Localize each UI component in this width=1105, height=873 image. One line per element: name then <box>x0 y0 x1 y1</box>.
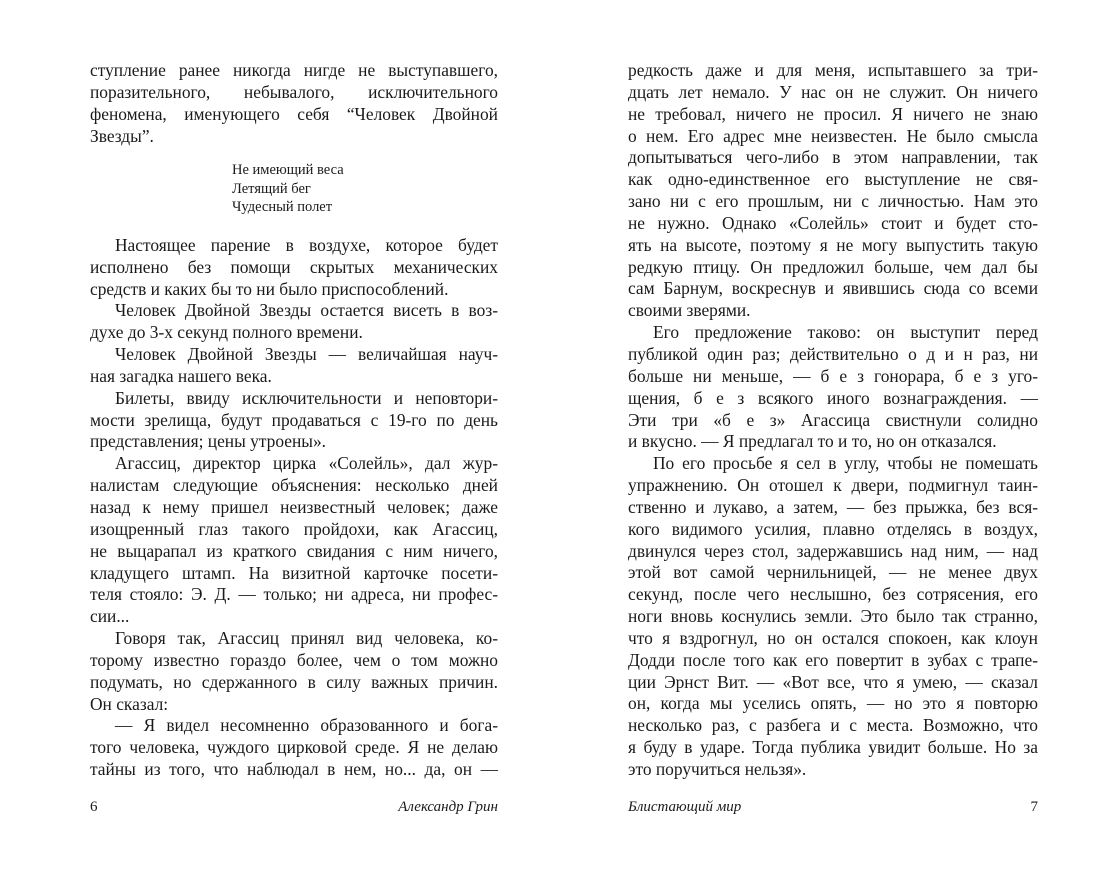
text-line: публикой один раз; действительно о д и н раз, ни <box>628 343 1038 364</box>
text-line: кого видимого усилия, плавно отделясь в воздух, <box>628 518 1038 539</box>
text-line: что я вздрогнул, но он остался спокоен, как клоун <box>628 627 1038 648</box>
text-line: он, когда мы уселись опять, — но это я повторю <box>628 693 1038 714</box>
text-line: несколько раз, с разбега и с места. Возможно, что <box>628 715 1038 736</box>
text-line: налистам следующие объяснения: несколько дней <box>90 475 498 496</box>
text-line: Настоящее парение в воздухе, которое будет <box>115 234 498 255</box>
text-line: поразительного, небывалого, исключительного <box>90 81 498 102</box>
text-line: ции Эрнст Вит. — «Вот все, что я умею, — сказал <box>628 671 1038 692</box>
text-line: сам Барнум, воскреснув и явившись сюда со всеми <box>628 278 1038 299</box>
text-line: мости зрелища, будут продаваться с 19-го по день <box>90 409 498 430</box>
text-line: Агассиц, директор цирка «Солейль», дал жур- <box>115 453 498 474</box>
running-footer-author: Александр Грин <box>398 799 498 815</box>
text-line: того человека, чуждого цирковой среде. Я не делаю <box>90 737 498 758</box>
text-line: не требовал, ничего не просил. Я ничего не знаю <box>628 103 1038 124</box>
text-line: Говоря так, Агассиц принял вид человека, ко- <box>115 628 498 649</box>
text-line: упражнению. Он отошел к двери, подмигнул таин- <box>628 475 1038 496</box>
text-line: о нем. Его адрес мне неизвестен. Не было смысла <box>628 125 1038 146</box>
text-line: Его предложение таково: он выступит перед <box>653 322 1038 343</box>
poem-line: Летящий бег <box>232 180 311 197</box>
text-line: ственно и лукаво, а затем, — без прыжка, без вся- <box>628 496 1038 517</box>
page-number-left: 6 <box>90 799 98 815</box>
text-line: Он сказал: <box>90 693 169 714</box>
text-line: не нужно. Однако «Солейль» стоит и будет сто- <box>628 212 1038 233</box>
poem-block <box>90 161 498 217</box>
text-line: сии... <box>90 606 130 627</box>
text-line: представления; цены утроены». <box>90 431 326 452</box>
text-line: торому известно гораздо более, чем о том можно <box>90 649 498 670</box>
text-line: кладущего штамп. На визитной карточке посети- <box>90 562 498 583</box>
running-footer-title: Блистающий мир <box>628 799 742 815</box>
text-line: не выцарапал из краткого свидания с ним ничего, <box>90 540 498 561</box>
text-line: назад к нему пришел неизвестный человек; даже <box>90 497 498 517</box>
text-line: Додди после того как его повертит в зубах с трапе- <box>628 649 1038 670</box>
text-line: изощренный глаз такого пройдохи, как Агассиц, <box>90 518 498 539</box>
poem-line: Не имеющий веса <box>232 162 344 179</box>
text-line: двинулся через стол, задержавшись над ним, — над <box>628 540 1038 561</box>
text-line: Человек Двойной Звезды остается висеть в воз- <box>115 300 498 321</box>
text-line: исполнено без помощи скрытых механических <box>90 256 498 277</box>
text-line: и вкусно. — Я предлагал то и то, но он отказался. <box>628 431 997 452</box>
text-line: феномена, именующего себя “Человек Двойной <box>90 103 498 124</box>
page-number-right: 7 <box>1030 799 1038 815</box>
text-line: Человек Двойной Звезды — величайшая науч- <box>115 344 498 365</box>
left-page-body <box>90 60 498 781</box>
left-text-before-poem <box>90 60 498 147</box>
poem-line: Чудесный полет <box>232 199 333 216</box>
text-line: ять на высоте, поэтому я не могу выпустить такую <box>628 234 1038 255</box>
text-line: секунд, после чего неслышно, без сотрясения, его <box>628 584 1038 605</box>
text-line: допытываться чего-либо в этом направлении, так <box>628 147 1038 168</box>
text-line: подумать, но сдержанного в силу важных причин. <box>90 671 498 692</box>
text-line: я буду в ударе. Тогда публика увидит больше. Но за <box>628 737 1038 758</box>
text-line: дцать лет немало. У нас он не служит. Он ничего <box>628 81 1038 102</box>
text-line: Эти три «б е з» Агассица свистнули солидно <box>628 409 1038 430</box>
text-line: тайны из того, что наблюдал в нем, но... да, он — <box>90 759 498 780</box>
text-line: средств и каких бы то ни было приспособлений. <box>90 278 449 299</box>
text-line: По его просьбе я сел в углу, чтобы не помешать <box>653 453 1038 474</box>
text-line: зано ни с его прошлым, ни с личностью. Нам это <box>628 191 1038 212</box>
text-line: этой вот самой чернильницей, — не менее двух <box>628 562 1038 583</box>
text-line: щения, б е з всякого иного вознаграждения. — <box>628 387 1038 408</box>
text-line: как одно-единственное его выступление не свя- <box>628 169 1038 190</box>
text-line: Билеты, ввиду исключительности и неповтори- <box>115 387 498 408</box>
text-line: ная загадка нашего века. <box>90 365 272 386</box>
text-line: больше ни меньше, — б е з гонорара, б е з уго- <box>628 365 1038 386</box>
left-text-after-poem <box>90 235 498 781</box>
text-line: Звезды”. <box>90 125 154 146</box>
text-line: — Я видел несомненно образованного и бога- <box>115 715 498 736</box>
text-line: редкость даже и для меня, испытавшего за три- <box>628 60 1038 80</box>
right-page-body <box>628 60 1038 781</box>
text-line: своими зверями. <box>628 300 751 321</box>
text-line: ступление ранее никогда нигде не выступавшего, <box>90 60 498 80</box>
text-line: редкую птицу. Он предложил больше, чем дал бы <box>628 256 1038 277</box>
text-line: это поручиться нельзя». <box>628 759 807 779</box>
text-line: ноги вновь коснулись земли. Это было так странно, <box>628 606 1038 627</box>
text-line: теля стояло: Э. Д. — только; ни адреса, ни профес- <box>90 584 498 605</box>
text-line: духе до 3-х секунд полного времени. <box>90 322 363 343</box>
